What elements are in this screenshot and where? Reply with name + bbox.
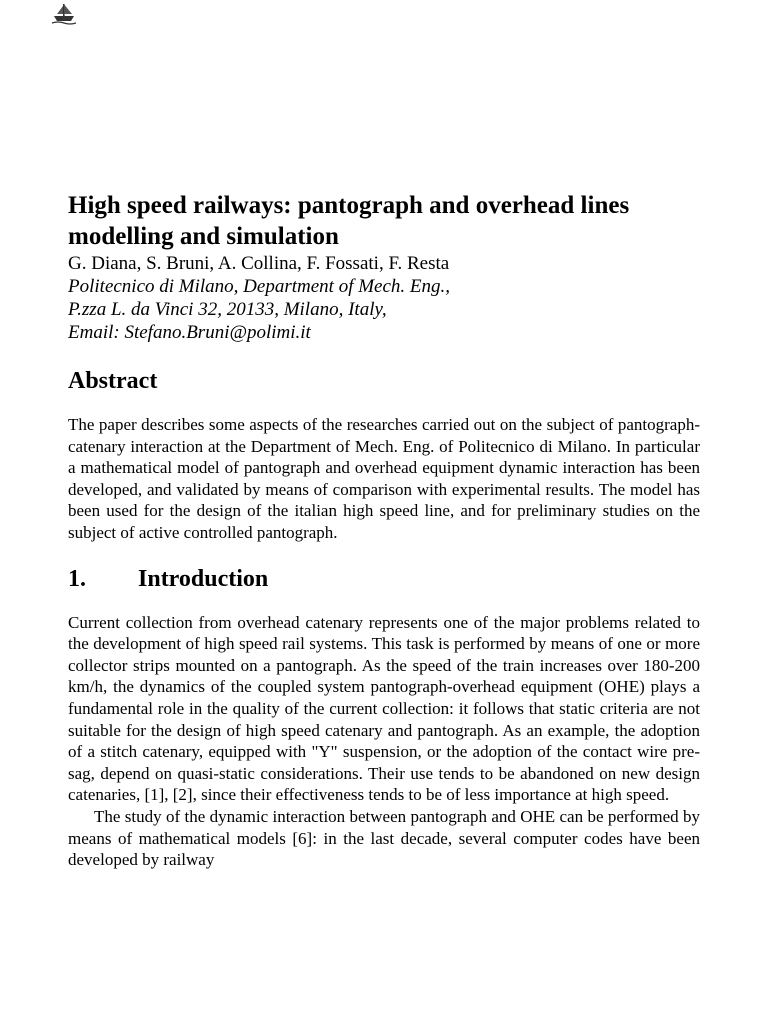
abstract-text: The paper describes some aspects of the researches carried out on the subject of pantograph-catenary interaction at the Department of Mech. Eng. of Politecnico di Milano. In particular a mathematical model of pantograph and overhead equipment dynamic interaction has been developed, and validated by means of comparison with experimental results. The model has been used for the design of the italian high speed line, and for preliminary studies on the subject of active controlled pantograph. bbox=[68, 415, 700, 542]
affiliation-line: Politecnico di Milano, Department of Mech. Eng., bbox=[68, 276, 451, 297]
section-number: 1. bbox=[68, 565, 86, 592]
introduction-heading bbox=[68, 564, 700, 594]
introduction-paragraph: Current collection from overhead catenary represents one of the major problems related to the development of high speed rail systems. This task is performed by means of one or more collector strips mounted on a pantograph. As the speed of the train increases over 180-200 km/h, the dynamics of the coupled system pantograph-overhead equipment (OHE) plays a fundamental role in the quality of the current collection: it follows that static criteria are not suitable for the design of high speed catenary and pantograph. As an example, the adoption of a stitch catenary, equipped with "Y" suspension, or the adoption of the contact wire pre-sag, depend on quasi-static considerations. Their use tends to be abandoned on new design catenaries, [1], [2], since their effectiveness tends to be of less importance at high speed. bbox=[68, 612, 700, 805]
paper-authors: G. Diana, S. Bruni, A. Collina, F. Fossati, F. Resta bbox=[68, 253, 450, 274]
address-line: P.zza L. da Vinci 32, 20133, Milano, Italy, bbox=[68, 299, 387, 320]
introduction-paragraph: The study of the dynamic interaction between pantograph and OHE can be performed by means of mathematical models [6]: in the last decade, several computer codes have been developed by railway bbox=[68, 806, 700, 870]
paper-page bbox=[68, 190, 700, 871]
paper-title: High speed railways: pantograph and overhead lines modelling and simulation bbox=[68, 192, 630, 250]
section-title: Introduction bbox=[138, 565, 269, 592]
publisher-ship-logo-icon bbox=[48, 2, 80, 26]
abstract-heading: Abstract bbox=[68, 368, 158, 394]
email-line: Email: Stefano.Bruni@polimi.it bbox=[68, 322, 311, 343]
